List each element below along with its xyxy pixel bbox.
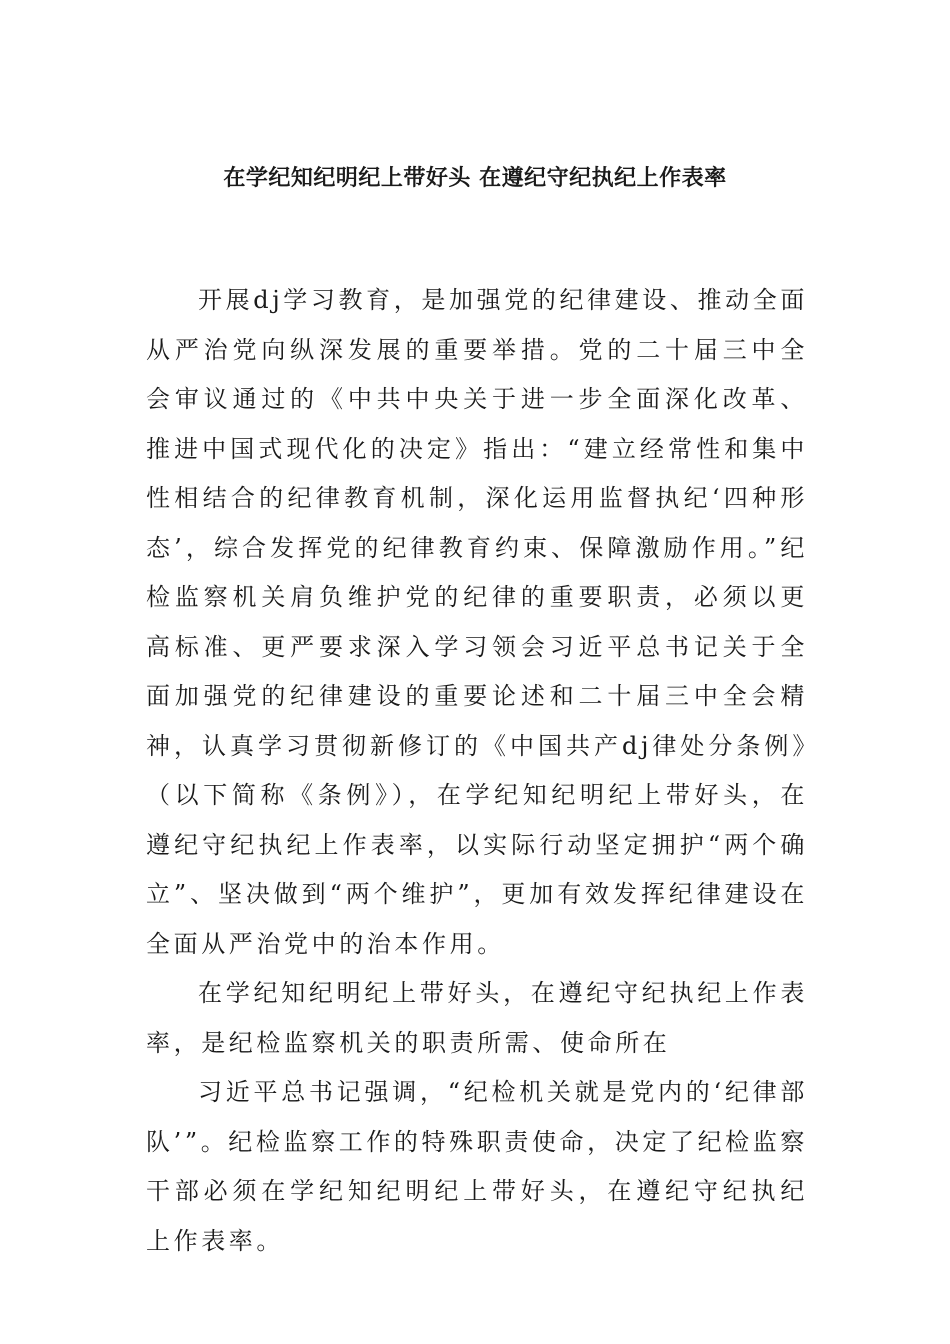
paragraph-intro: 开展dj学习教育，是加强党的纪律建设、推动全面从严治党向纵深发展的重要举措。党的二十届三中全会审议通过的《中共中央关于进一步全面深化改革、推进中国式现代化的决定》指出：“建立经常性和集中性相结合的纪律教育机制，深化运用监督执纪‘四种形态’，综合发挥党的纪律教育约束、保障激励作用。”纪检监察机关肩负维护党的纪律的重要职责，必须以更高标准、更严要求深入学习领会习近平总书记关于全面加强党的纪律建设的重要论述和二十届三中全会精神，认真学习贯彻新修订的《中国共产dj律处分条例》（以下简称《条例》），在学纪知纪明纪上带好头，在遵纪守纪执纪上作表率，以实际行动坚定拥护“两个确立”、坚决做到“两个维护”，更加有效发挥纪律建设在全面从严治党中的治本作用。 — [146, 286, 808, 958]
document-body — [146, 276, 808, 1266]
document-title: 在学纪知纪明纪上带好头 在遵纪守纪执纪上作表率 — [223, 166, 727, 191]
paragraph-section-heading: 在学纪知纪明纪上带好头，在遵纪守纪执纪上作表率，是纪检监察机关的职责所需、使命所在 — [146, 979, 808, 1057]
paragraph-quote: 习近平总书记强调，“纪检机关就是党内的‘纪律部队’”。纪检监察工作的特殊职责使命，决定了纪检监察干部必须在学纪知纪明纪上带好头，在遵纪守纪执纪上作表率。 — [146, 1078, 808, 1255]
